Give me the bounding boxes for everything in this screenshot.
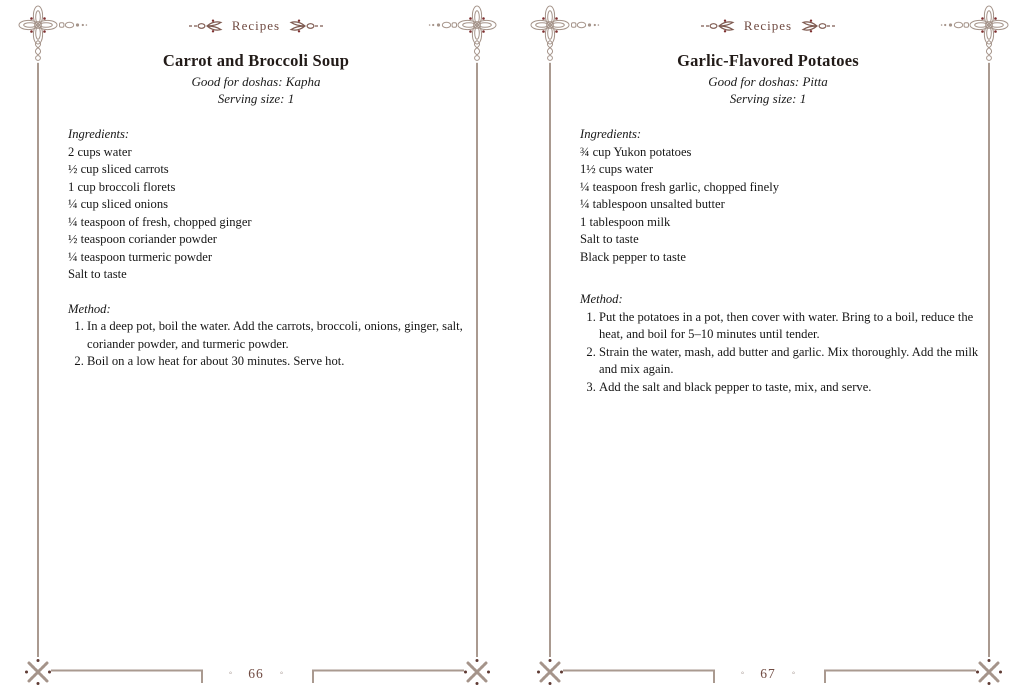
ingredient-line: ½ cup sliced carrots	[68, 162, 169, 176]
method-list	[580, 309, 982, 397]
flourish-left-icon	[188, 19, 223, 33]
page-number: 66	[248, 666, 264, 681]
ingredient-line: 2 cups water	[68, 144, 132, 159]
footer-dot-left: ◦	[228, 668, 233, 679]
method-step: 2. Strain the water, mash, add butter and garlic. Mix thoroughly. Add the milk and mix again.	[599, 344, 982, 379]
ingredient-line: ¼ tablespoon unsalted butter	[580, 197, 725, 211]
method-step: 3. Add the salt and black pepper to taste, mix, and serve.	[599, 379, 982, 397]
recipe-title: Garlic-Flavored Potatoes	[677, 51, 859, 70]
method-list	[68, 318, 470, 371]
ingredient-line: ¾ cup Yukon potatoes	[580, 144, 692, 159]
border-rail-left	[549, 63, 551, 657]
serving-line: Serving size: 1	[729, 91, 807, 106]
recipes-header-label: Recipes	[231, 18, 281, 33]
method-step: 1. In a deep pot, boil the water. Add the carrots, broccoli, onions, ginger, salt, coriander powder, and turmeric powder.	[87, 318, 470, 353]
border-rail-right	[476, 63, 478, 657]
footer-dot-right: ◦	[791, 668, 796, 679]
ingredient-line: ½ teaspoon coriander powder	[68, 232, 217, 246]
ingredient-line: ¼ teaspoon turmeric powder	[68, 249, 213, 264]
flourish-right-icon	[289, 19, 324, 33]
border-rail-left	[37, 63, 39, 657]
recipe-page-right	[512, 0, 1024, 698]
serving-line: Serving size: 1	[217, 91, 295, 106]
recipe-title: Carrot and Broccoli Soup	[162, 51, 350, 70]
recipes-header	[512, 18, 1024, 34]
page-number: 67	[760, 666, 776, 681]
footer-dot-left: ◦	[740, 668, 745, 679]
ingredient-line: ¼ teaspoon fresh garlic, chopped finely	[580, 179, 779, 194]
ingredient-line: 1 tablespoon milk	[580, 214, 671, 229]
ingredients-label: Ingredients:	[580, 127, 642, 141]
ingredient-line: ¼ cup sliced onions	[68, 197, 169, 211]
page-footer	[512, 666, 1024, 682]
recipes-header-label: Recipes	[743, 18, 793, 33]
flourish-right-icon	[801, 19, 836, 33]
method-label: Method:	[580, 292, 623, 306]
ingredient-line: 1 cup broccoli florets	[68, 179, 176, 194]
ingredients-label: Ingredients:	[68, 127, 130, 141]
ingredients-list	[68, 144, 470, 284]
ingredient-line: Salt to taste	[580, 232, 639, 246]
ingredient-line: 1½ cups water	[580, 162, 654, 176]
recipe-body	[68, 126, 470, 371]
ingredient-line: Salt to taste	[68, 267, 127, 281]
border-rail-right	[988, 63, 990, 657]
ingredients-list	[580, 144, 982, 267]
method-label: Method:	[68, 301, 111, 316]
method-step: 2. Boil on a low heat for about 30 minutes. Serve hot.	[87, 353, 470, 371]
ingredient-line: ¼ teaspoon of fresh, chopped ginger	[68, 214, 252, 229]
dosha-line: Good for doshas: Pitta	[708, 74, 828, 89]
ingredient-line: Black pepper to taste	[580, 249, 686, 264]
footer-dot-right: ◦	[279, 668, 284, 679]
method-step: 1. Put the potatoes in a pot, then cover with water. Bring to a boil, reduce the heat, and boil for 5–10 minutes until tender.	[599, 309, 982, 344]
recipe-body	[580, 126, 982, 396]
page-footer	[0, 666, 512, 682]
recipes-header	[0, 18, 512, 34]
flourish-left-icon	[700, 19, 735, 33]
dosha-line: Good for doshas: Kapha	[191, 74, 321, 89]
